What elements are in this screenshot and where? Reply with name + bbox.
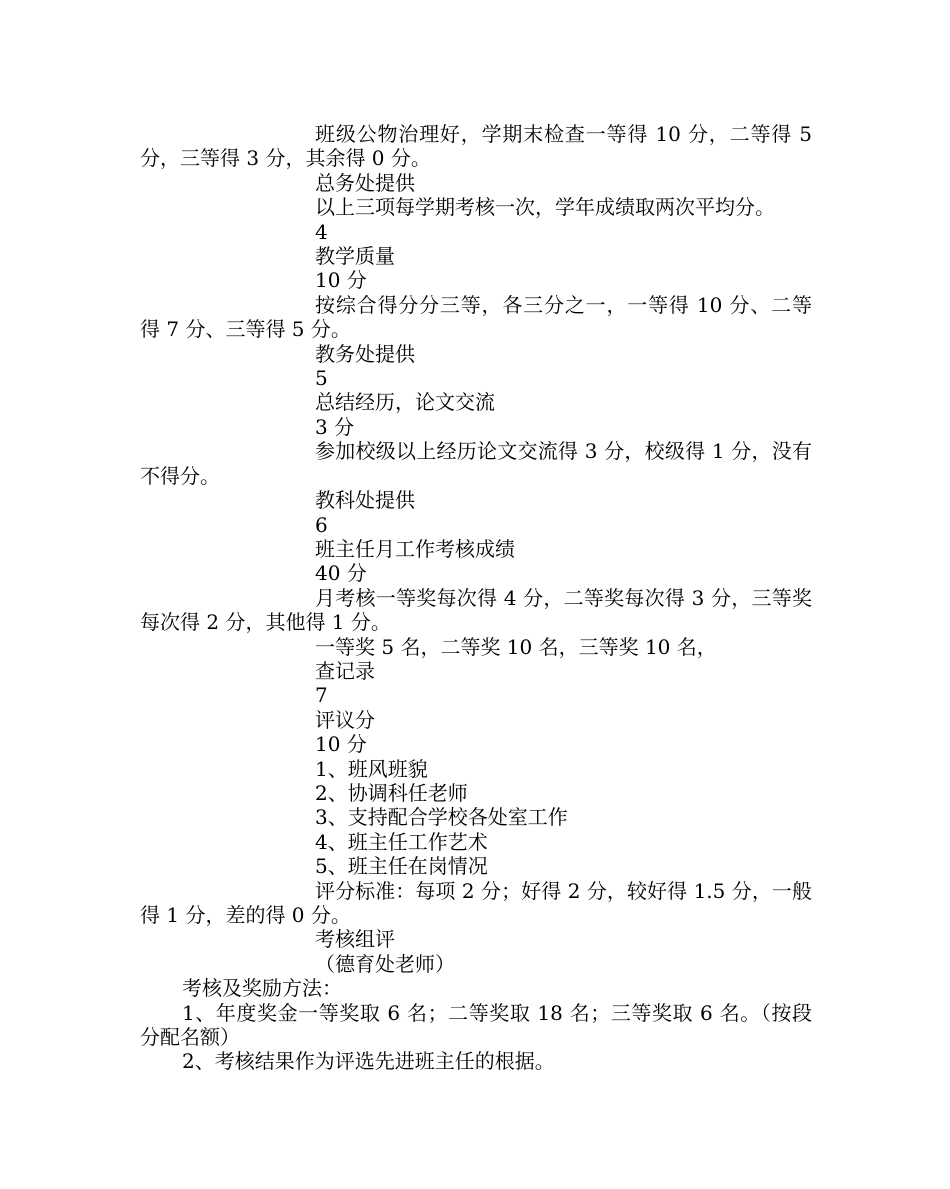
paragraph-experience-papers-rule: 参加校级以上经历论文交流得 3 分，校级得 1 分，没有不得分。: [140, 439, 812, 488]
item-points-teaching-quality: 10 分: [315, 268, 367, 293]
list-item-class-style: 1、班风班貌: [315, 756, 428, 781]
list-item-work-art: 4、班主任工作艺术: [315, 829, 488, 854]
item-points-monthly-assessment: 40 分: [315, 561, 367, 586]
list-item-support-offices: 3、支持配合学校各处室工作: [315, 805, 568, 830]
source-research-office: 教科处提供: [315, 488, 415, 513]
item-number-4: 4: [315, 219, 328, 244]
item-number-7: 7: [315, 683, 328, 708]
item-number-5: 5: [315, 366, 328, 391]
source-assessment-group: 考核组评: [315, 927, 395, 952]
note-semester-average: 以上三项每学期考核一次，学年成绩取两次平均分。: [315, 195, 775, 220]
source-check-records: 查记录: [315, 658, 375, 683]
item-number-6: 6: [315, 512, 328, 537]
paragraph-property-care: 班级公物治理好，学期末检查一等得 10 分，二等得 5 分，三等得 3 分，其余得 0 分。: [140, 122, 812, 171]
source-general-affairs: 总务处提供: [315, 170, 415, 195]
document-body: [140, 122, 812, 1074]
paragraph-monthly-assessment-rule: 月考核一等奖每次得 4 分，二等奖每次得 3 分，三等奖每次得 2 分，其他得 1 分。: [140, 585, 812, 635]
list-item-on-duty: 5、班主任在岗情况: [315, 854, 488, 879]
source-academic-affairs: 教务处提供: [315, 341, 415, 366]
paragraph-result-usage: 2、考核结果作为评选先进班主任的根据。: [182, 1049, 555, 1074]
list-item-coordinate-teachers: 2、协调科任老师: [315, 780, 468, 805]
item-points-experience-papers: 3 分: [315, 414, 355, 439]
paragraph-annual-bonus: 1、年度奖金一等奖取 6 名；二等奖取 18 名；三等奖取 6 名。（按段分配名额）: [140, 1000, 812, 1050]
paragraph-teaching-quality-rule: 按综合得分分三等，各三分之一，一等得 10 分、二等得 7 分、三等得 5 分。: [140, 292, 812, 342]
item-title-evaluation: 评议分: [315, 707, 375, 732]
paragraph-scoring-standard: 评分标准：每项 2 分；好得 2 分，较好得 1.5 分，一般得 1 分，差的得 0 分。: [140, 878, 812, 927]
item-title-experience-papers: 总结经历，论文交流: [315, 390, 495, 415]
item-title-teaching-quality: 教学质量: [315, 244, 395, 269]
item-points-evaluation: 10 分: [315, 732, 367, 757]
item-title-monthly-assessment: 班主任月工作考核成绩: [315, 536, 515, 561]
paragraph-award-quota: 一等奖 5 名，二等奖 10 名，三等奖 10 名，: [315, 634, 717, 659]
section-heading-reward-method: 考核及奖励方法：: [182, 976, 342, 1001]
source-moral-education-teachers: （德育处老师）: [315, 951, 455, 976]
